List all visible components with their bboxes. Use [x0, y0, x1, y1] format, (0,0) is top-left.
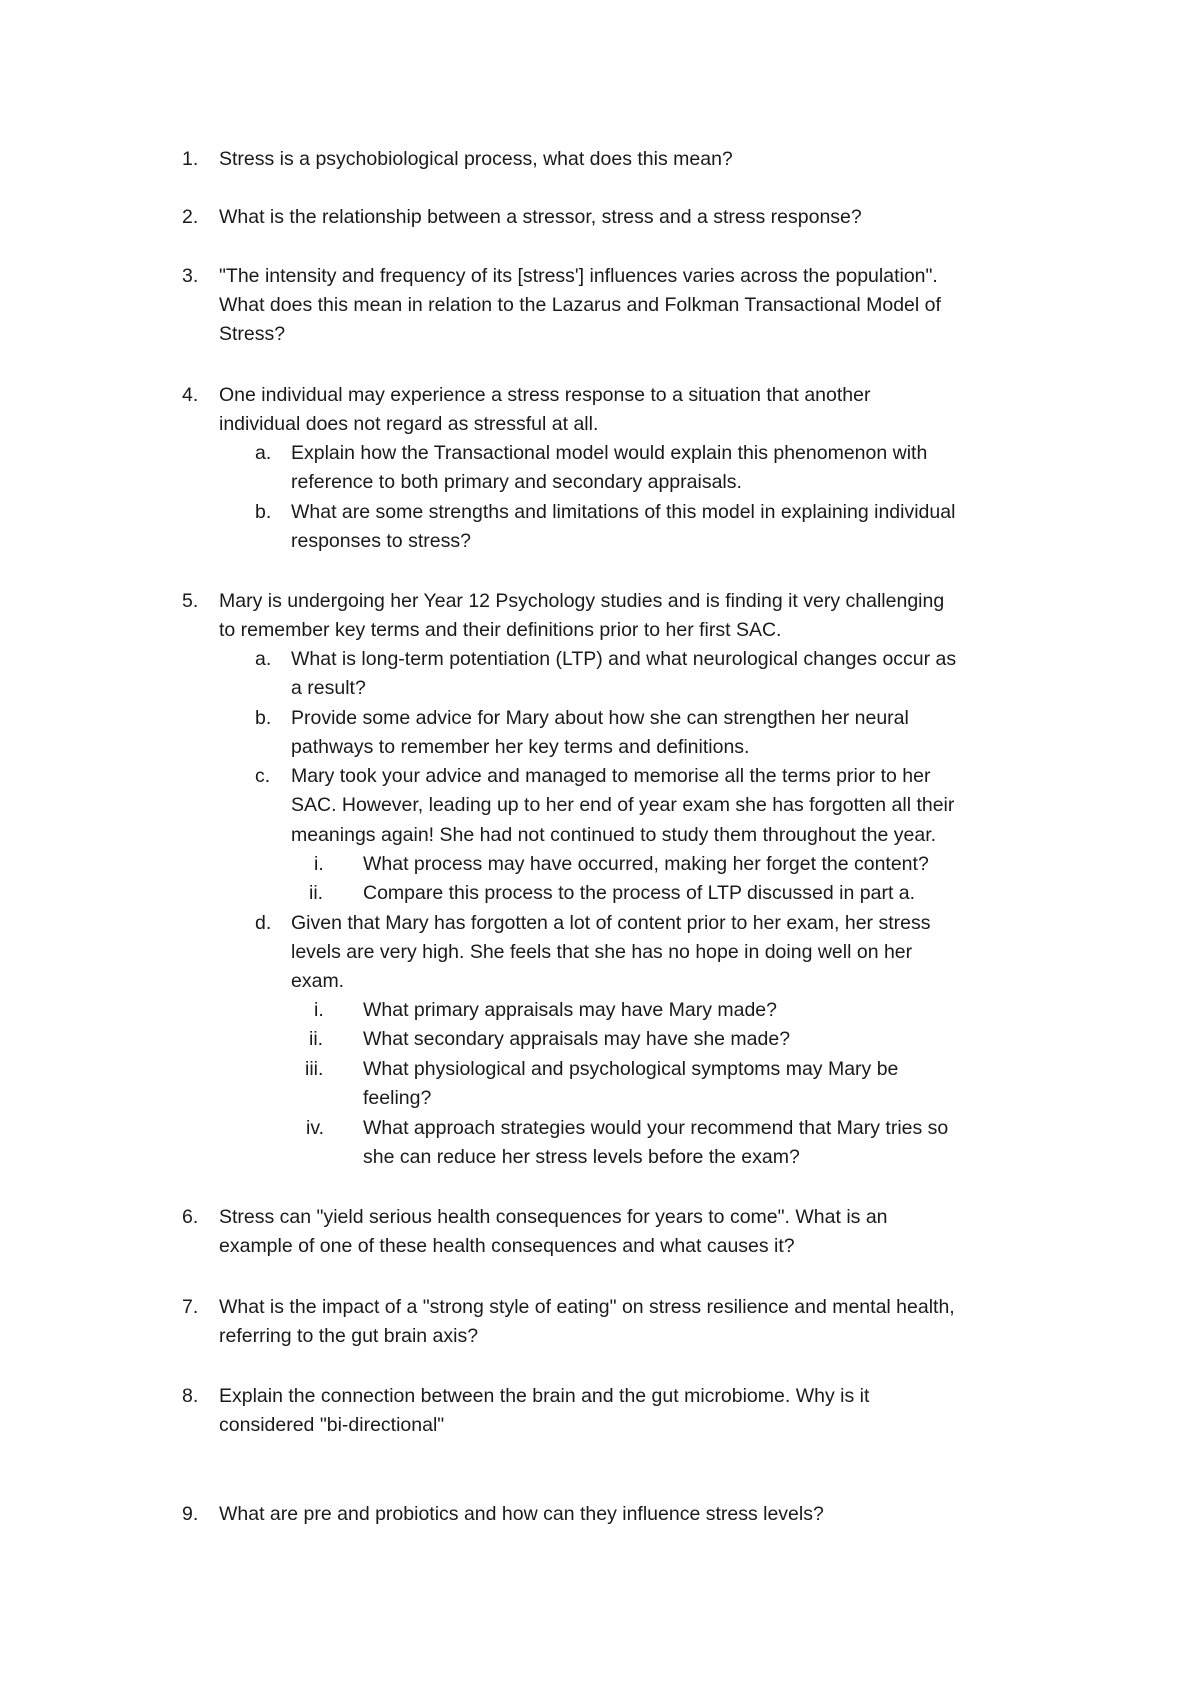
question-text: What is the relationship between a stressor, stress and a stress response? [219, 206, 862, 228]
question-number: 6. [182, 1206, 199, 1228]
sub-sub-question-text: What approach strategies would your recommend that Mary tries so [363, 1117, 949, 1139]
sub-sub-question-label: i. [314, 999, 324, 1021]
sub-sub-question-label: ii. [309, 1028, 324, 1050]
sub-sub-question-label: i. [314, 853, 324, 875]
question-text: What are pre and probiotics and how can they influence stress levels? [219, 1503, 824, 1525]
question-number: 5. [182, 590, 199, 612]
question-text: "The intensity and frequency of its [stress'] influences varies across the population". [219, 265, 938, 287]
sub-question-text: a result? [291, 677, 366, 699]
question-text: example of one of these health consequences and what causes it? [219, 1235, 795, 1257]
sub-question-text: pathways to remember her key terms and definitions. [291, 736, 750, 758]
sub-sub-question-label: iv. [306, 1117, 325, 1139]
question-text: considered "bi-directional" [219, 1414, 445, 1436]
sub-question-label: b. [255, 707, 272, 729]
question-number: 1. [182, 148, 199, 170]
question-text: One individual may experience a stress response to a situation that another [219, 384, 871, 406]
sub-question-text: exam. [291, 970, 345, 992]
question-text: Stress can "yield serious health consequences for years to come". What is an [219, 1206, 888, 1228]
sub-question-text: levels are very high. She feels that she has no hope in doing well on her [291, 941, 913, 963]
question-text: referring to the gut brain axis? [219, 1325, 479, 1347]
question-text: Stress? [219, 323, 286, 345]
sub-sub-question-text: What process may have occurred, making her forget the content? [363, 853, 929, 875]
question-text: Stress is a psychobiological process, what does this mean? [219, 148, 733, 170]
sub-question-text: Mary took your advice and managed to memorise all the terms prior to her [291, 765, 931, 787]
sub-sub-question-text: she can reduce her stress levels before the exam? [363, 1146, 800, 1168]
question-text: to remember key terms and their definitions prior to her first SAC. [219, 619, 782, 641]
question-text: Mary is undergoing her Year 12 Psychology studies and is finding it very challenging [219, 590, 945, 612]
question-text: What is the impact of a "strong style of eating" on stress resilience and mental health, [219, 1296, 955, 1318]
sub-question-label: d. [255, 912, 272, 934]
question-number: 4. [182, 384, 199, 406]
sub-sub-question-text: Compare this process to the process of LTP discussed in part a. [363, 882, 916, 904]
sub-sub-question-text: What secondary appraisals may have she made? [363, 1028, 791, 1050]
sub-question-label: a. [255, 648, 272, 670]
sub-question-text: meanings again! She had not continued to study them throughout the year. [291, 824, 937, 846]
sub-sub-question-text: What primary appraisals may have Mary made? [363, 999, 777, 1021]
sub-question-text: What are some strengths and limitations of this model in explaining individual [291, 501, 956, 523]
sub-question-text: responses to stress? [291, 530, 471, 552]
sub-question-label: c. [255, 765, 271, 787]
question-number: 7. [182, 1296, 199, 1318]
question-number: 9. [182, 1503, 199, 1525]
question-text: What does this mean in relation to the Lazarus and Folkman Transactional Model of [219, 294, 941, 316]
question-text: individual does not regard as stressful at all. [219, 413, 599, 435]
question-number: 2. [182, 206, 199, 228]
question-number: 8. [182, 1385, 199, 1407]
sub-sub-question-label: iii. [305, 1058, 324, 1080]
sub-question-label: a. [255, 442, 272, 464]
sub-question-text: Explain how the Transactional model would explain this phenomenon with [291, 442, 928, 464]
sub-question-label: b. [255, 501, 272, 523]
sub-sub-question-text: What physiological and psychological symptoms may Mary be [363, 1058, 899, 1080]
sub-question-text: Given that Mary has forgotten a lot of content prior to her exam, her stress [291, 912, 931, 934]
sub-question-text: Provide some advice for Mary about how she can strengthen her neural [291, 707, 909, 729]
sub-sub-question-text: feeling? [363, 1087, 432, 1109]
sub-question-text: reference to both primary and secondary appraisals. [291, 471, 742, 493]
question-text: Explain the connection between the brain and the gut microbiome. Why is it [219, 1385, 870, 1407]
question-number: 3. [182, 265, 199, 287]
sub-question-text: What is long-term potentiation (LTP) and what neurological changes occur as [291, 648, 957, 670]
sub-question-text: SAC. However, leading up to her end of year exam she has forgotten all their [291, 794, 955, 816]
sub-sub-question-label: ii. [309, 882, 324, 904]
